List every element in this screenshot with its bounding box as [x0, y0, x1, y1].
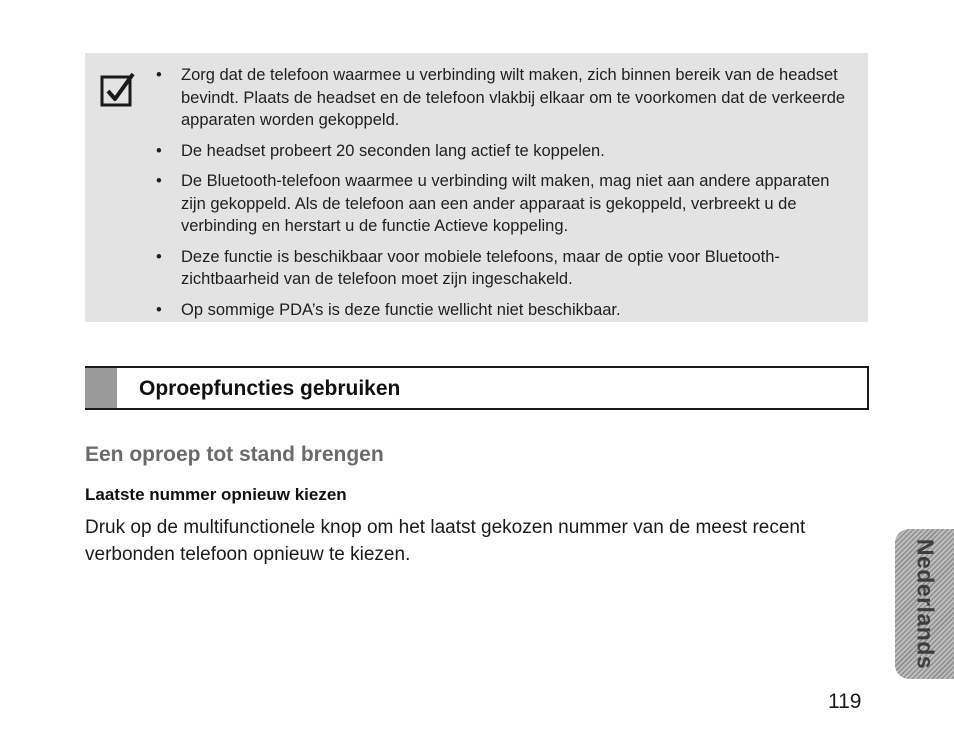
subsection-title: Een oproep tot stand brengen: [85, 443, 384, 466]
body-paragraph: Druk op de multifunctionele knop om het laatst gekozen nummer van de meest recent verbonden telefoon opnieuw te kiezen.: [85, 517, 806, 565]
page-number: 119: [828, 690, 862, 713]
note-item: [156, 299, 856, 322]
note-item: [156, 140, 856, 163]
bullet: •: [156, 247, 162, 266]
language-label: Nederlands: [912, 538, 938, 670]
checkbox-check-icon: [100, 71, 136, 109]
note-box: [85, 53, 868, 322]
note-item-text: Zorg dat de telefoon waarmee u verbinding wilt maken, zich binnen bereik van de headset bevindt. Plaats de headset en de telefoon vlakbij elkaar om te voorkomen dat de verkeerde apparaten worden gekoppeld.: [181, 66, 846, 129]
section-title: Oproepfuncties gebruiken: [139, 377, 401, 400]
note-item-text: De headset probeert 20 seconden lang actief te koppelen.: [181, 141, 605, 160]
note-item-text: Deze functie is beschikbaar voor mobiele telefoons, maar de optie voor Bluetooth-zichtbaarheid van de telefoon moet zijn ingeschakeld.: [181, 247, 780, 288]
minor-heading: Laatste nummer opnieuw kiezen: [85, 485, 347, 504]
note-item-text: De Bluetooth-telefoon waarmee u verbinding wilt maken, mag niet aan andere apparaten zijn gekoppeld. Als de telefoon aan een ander apparaat is gekoppeld, verbreekt u de verbinding en herstart u de functie Actieve koppeling.: [181, 172, 830, 235]
bullet: •: [156, 300, 162, 319]
section-heading-tab: [85, 366, 117, 410]
note-item: [156, 246, 856, 291]
note-list: [156, 64, 856, 329]
bullet: •: [156, 172, 162, 190]
note-item-text: Op sommige PDA’s is deze functie wellicht niet beschikbaar.: [181, 300, 621, 319]
language-tab: [895, 529, 954, 679]
note-item: [156, 170, 856, 238]
bullet: •: [156, 66, 162, 84]
bullet: •: [156, 141, 162, 160]
section-heading-bar: [85, 366, 869, 410]
note-item: [156, 64, 856, 132]
